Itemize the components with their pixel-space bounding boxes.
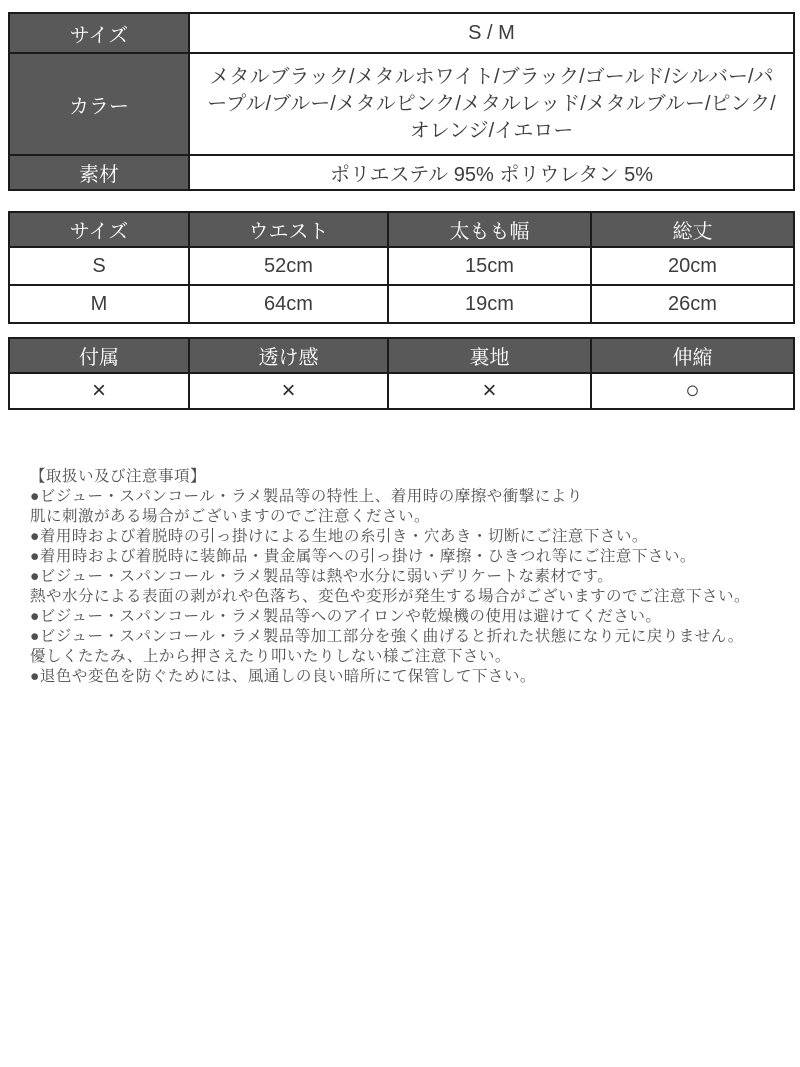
table-row: [9, 53, 794, 155]
table-row: [9, 247, 794, 285]
size-s-waist: 52cm: [189, 247, 388, 285]
care-note-line: ●着用時および着脱時の引っ掛けによる生地の糸引き・穴あき・切断にご注意下さい。: [30, 528, 648, 545]
column-header-length: 総丈: [591, 212, 794, 247]
size-s-thigh: 15cm: [388, 247, 591, 285]
table-row: [9, 285, 794, 323]
care-note-line: ●ビジュー・スパンコール・ラメ製品等へのアイロンや乾燥機の使用は避けてください。: [30, 608, 662, 625]
care-notes-title: 【取扱い及び注意事項】: [30, 468, 207, 485]
size-m-length: 26cm: [591, 285, 794, 323]
feature-chart-header-row: [9, 338, 794, 373]
column-header-size: サイズ: [9, 212, 189, 247]
column-header-accessories: 付属: [9, 338, 189, 373]
size-chart-table: [8, 211, 795, 324]
care-note-line: 熱や水分による表面の剥がれや色落ち、変色や変形が発生する場合がございますのでご注意下さい。: [30, 588, 751, 605]
row-header-size: サイズ: [9, 13, 189, 53]
care-note-line: 肌に刺激がある場合がございますのでご注意ください。: [30, 508, 431, 525]
color-value: メタルブラック/メタルホワイト/ブラック/ゴールド/シルバー/パープル/ブルー/メタルピンク/メタルレッド/メタルブルー/ピンク/オレンジ/イエロー: [189, 53, 794, 155]
column-header-thigh: 太もも幅: [388, 212, 591, 247]
accessories-value: ×: [9, 373, 189, 409]
care-note-line: ●退色や変色を防ぐためには、風通しの良い暗所にて保管して下さい。: [30, 668, 536, 685]
care-note-line: 優しくたたみ、上から押さえたり叩いたりしない様ご注意下さい。: [30, 648, 511, 665]
stretch-value: ○: [591, 373, 794, 409]
material-value: ポリエステル 95% ポリウレタン 5%: [189, 155, 794, 190]
column-header-lining: 裏地: [388, 338, 591, 373]
feature-chart-table: [8, 337, 795, 410]
row-header-material: 素材: [9, 155, 189, 190]
lining-value: ×: [388, 373, 591, 409]
size-m-label: M: [9, 285, 189, 323]
size-m-thigh: 19cm: [388, 285, 591, 323]
size-s-length: 20cm: [591, 247, 794, 285]
table-row: [9, 373, 794, 409]
row-header-color: カラー: [9, 53, 189, 155]
table-row: [9, 13, 794, 53]
size-value: S / M: [189, 13, 794, 53]
column-header-sheerness: 透け感: [189, 338, 388, 373]
size-chart-header-row: [9, 212, 794, 247]
care-note-line: ●ビジュー・スパンコール・ラメ製品等加工部分を強く曲げると折れた状態になり元に戻りません。: [30, 628, 744, 645]
care-note-line: ●着用時および着脱時に装飾品・貴金属等への引っ掛け・摩擦・ひきつれ等にご注意下さい。: [30, 548, 696, 565]
table-row: [9, 155, 794, 190]
care-note-line: ●ビジュー・スパンコール・ラメ製品等は熱や水分に弱いデリケートな素材です。: [30, 568, 614, 585]
column-header-stretch: 伸縮: [591, 338, 794, 373]
sheerness-value: ×: [189, 373, 388, 409]
size-m-waist: 64cm: [189, 285, 388, 323]
column-header-waist: ウエスト: [189, 212, 388, 247]
product-info-table: [8, 12, 795, 191]
care-note-line: ●ビジュー・スパンコール・ラメ製品等の特性上、着用時の摩擦や衝撃により: [30, 488, 583, 505]
size-s-label: S: [9, 247, 189, 285]
care-notes: [30, 467, 800, 687]
